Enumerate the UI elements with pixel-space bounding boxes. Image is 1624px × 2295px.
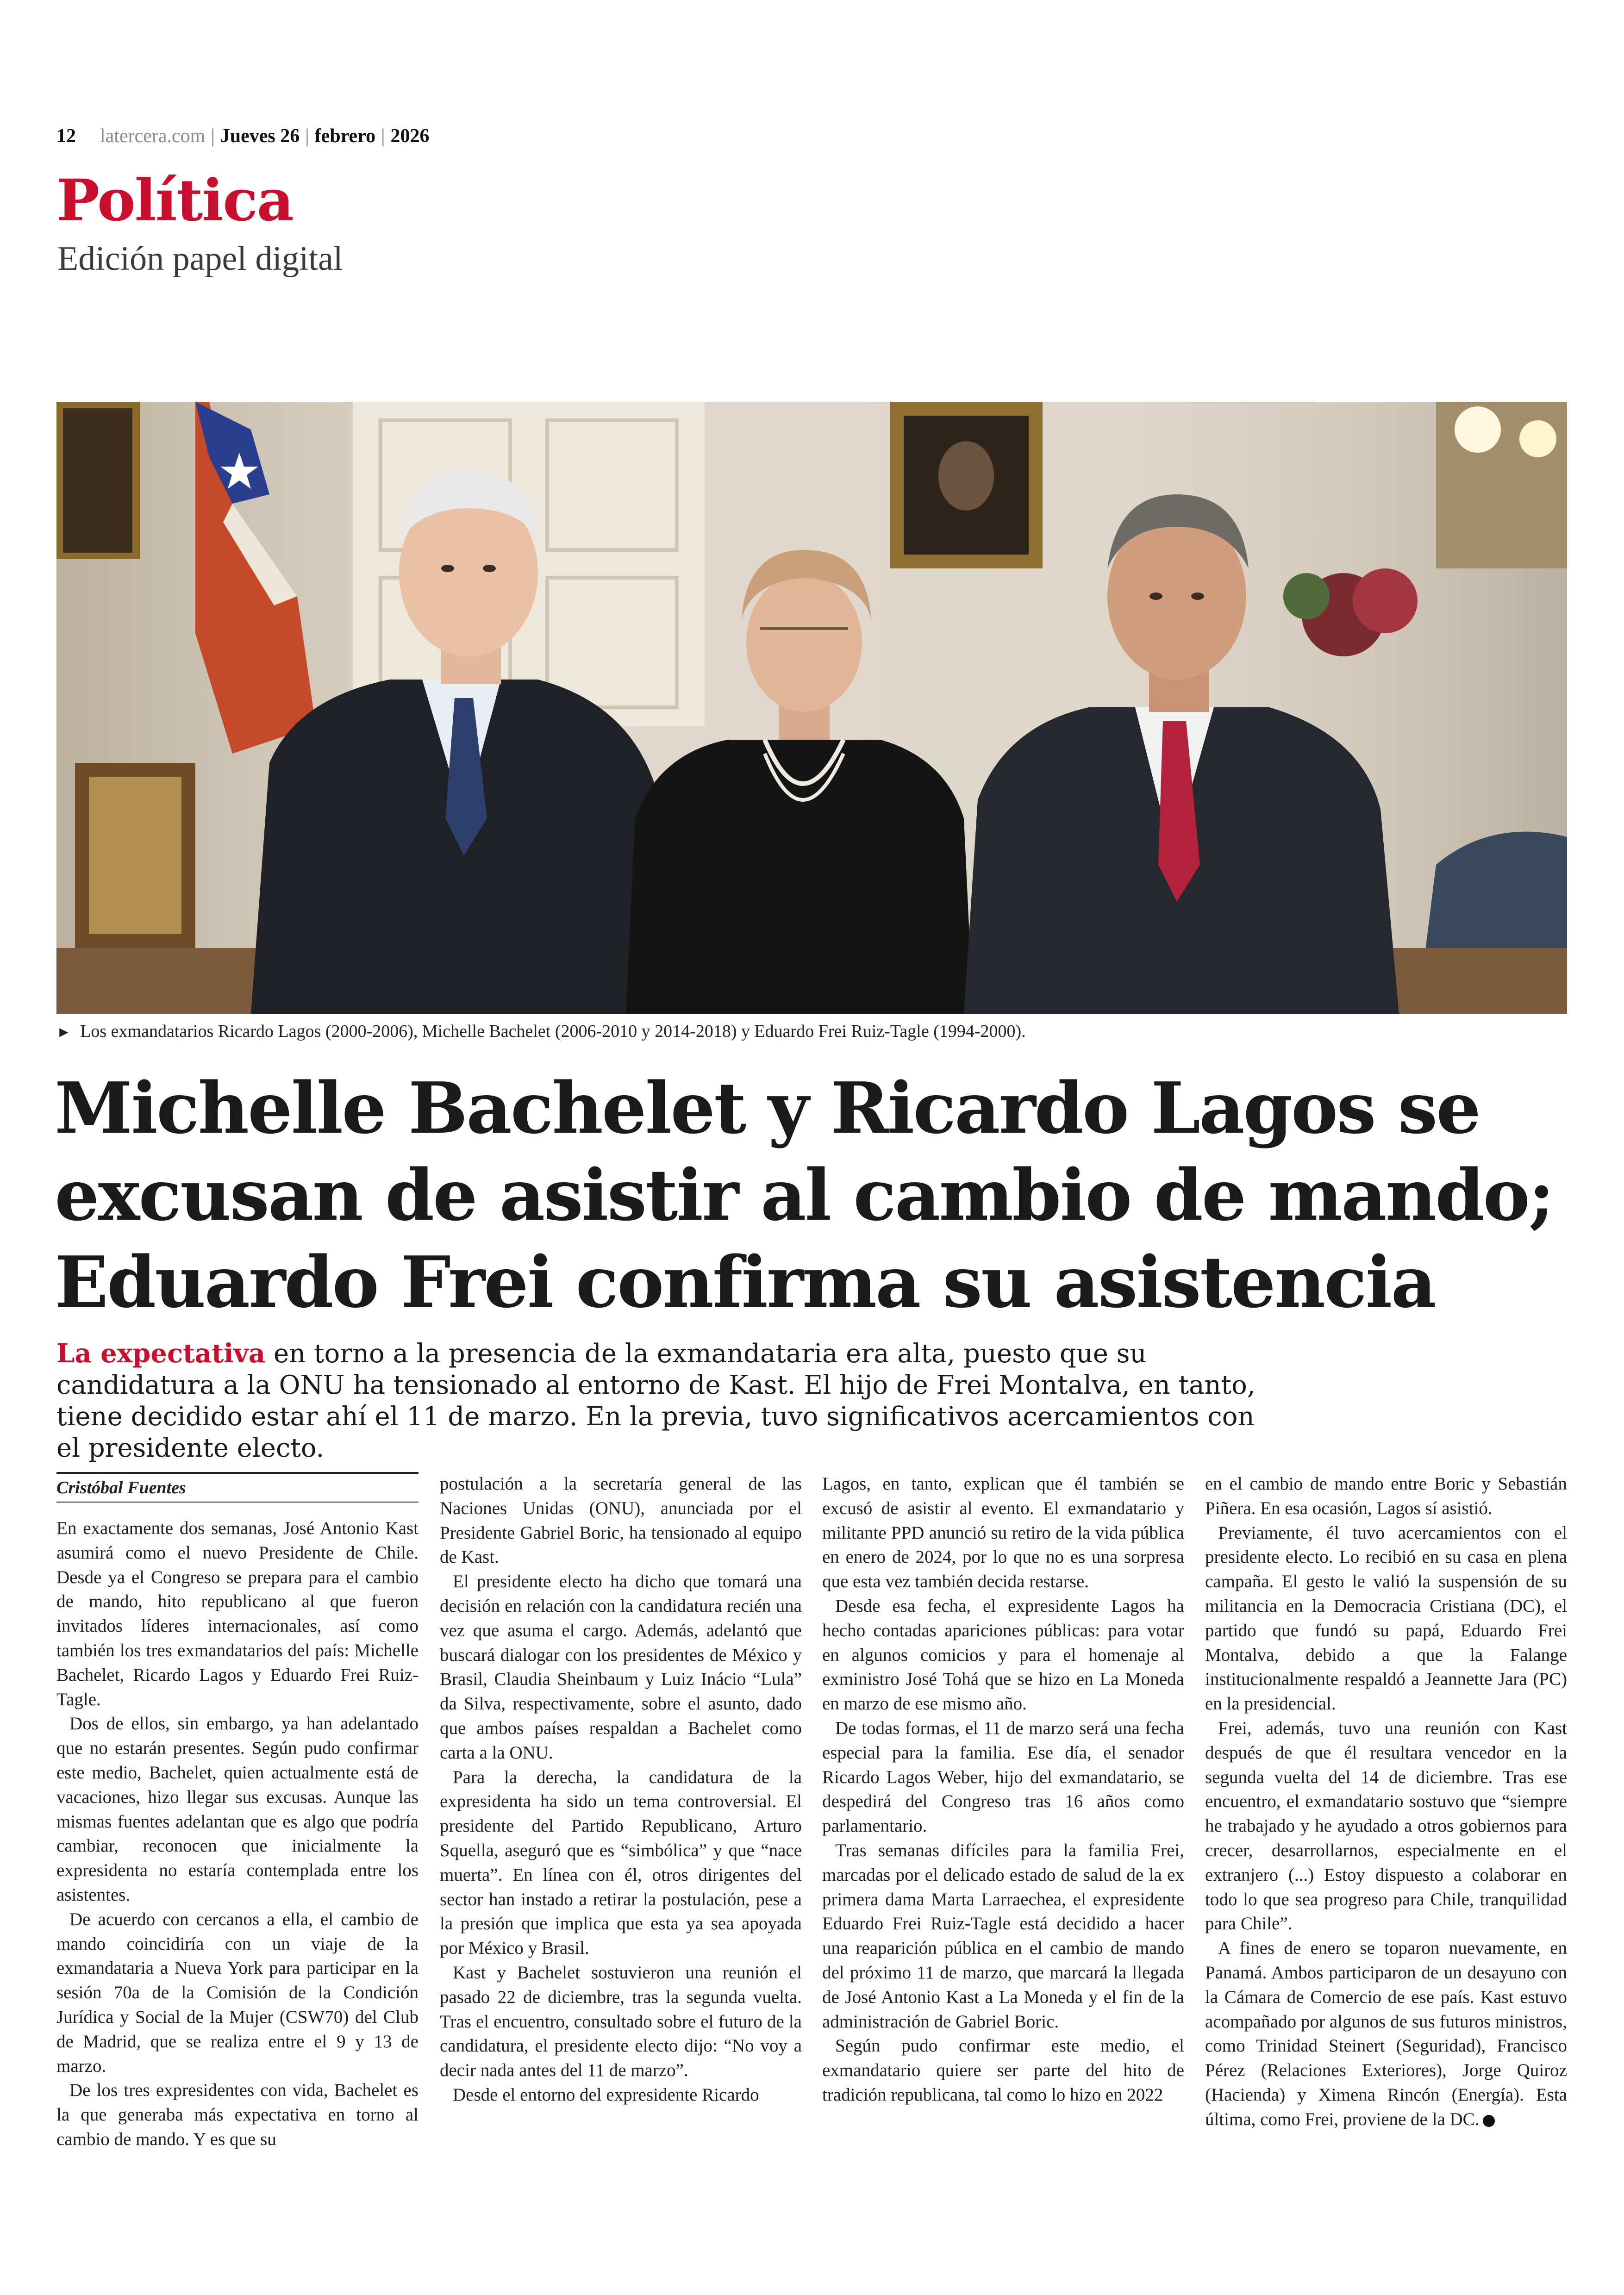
- paragraph: Desde esa fecha, el expresidente Lagos ha hecho contadas apariciones públicas: para votar en algunos comicios y para el homenaje al exministro José Tohá que se hizo en La Moneda en marzo de ese mismo año.: [822, 1596, 1184, 1714]
- article-column-1: [56, 1472, 418, 2176]
- paragraph-text: A fines de enero se toparon nuevamente, en Panamá. Ambos participaron de un desayuno con la Cámara de Comercio de ese país. Kast estuvo acompañado por algunos de sus futuros ministros, como Trinidad Steinert (Seguridad), Francisco Pérez (Relaciones Exteriores), Jorge Quiroz (Hacienda) y Ximena Rincón (Energía). Esta última, como Frei, proviene de la DC.: [1205, 1938, 1567, 2129]
- article-photo: [56, 402, 1567, 1014]
- headline: Michelle Bachelet y Ricardo Lagos se excusan de asistir al cambio de mando; Eduardo Frei confirma su asistencia: [55, 1066, 1553, 1323]
- page-header-line: [56, 124, 430, 148]
- byline: Cristóbal Fuentes: [56, 1472, 418, 1503]
- separator: |: [305, 125, 309, 147]
- page-number: 12: [56, 125, 76, 147]
- paragraph: Previamente, él tuvo acercamientos con el presidente electo. Lo recibió en su casa en plena campaña. El gesto le valió la suspensión de su militancia en la Democracia Cristiana (DC), el partido que fundó su papá, Eduardo Frei Montalva, debido a que la Falange institucionalmente respaldó a Jeannette Jara (PC) en la presidencial.: [1205, 1522, 1567, 1714]
- date-month: febrero: [314, 125, 376, 147]
- paragraph: Kast y Bachelet sostuvieron una reunión el pasado 22 de diciembre, tras la segunda vuelta. Tras el encuentro, consultado sobre el futuro de la candidatura, el presidente electo dijo: “No voy a decir nada antes del 11 de marzo”.: [440, 1962, 802, 2081]
- paragraph: Desde el entorno del expresidente Ricardo: [453, 2084, 759, 2105]
- article-column-4: [1205, 1472, 1567, 2176]
- paragraph: Tras semanas difíciles para la familia Frei, marcadas por el delicado estado de salud de la ex primera dama Marta Larraechea, el expresidente Eduardo Frei Ruiz-Tagle está decidido a hacer una reaparición pública en el cambio de mando del próximo 11 de marzo, que marcará la llegada de José Antonio Kast a La Moneda y el fin de la administración de Gabriel Boric.: [822, 1840, 1184, 2032]
- paragraph: En exactamente dos semanas, José Antonio Kast asumirá como el nuevo Presidente de Chile. Desde ya el Congreso se prepara para el cambio de mando, hito republicano al que fueron invitados líderes internacionales, así como también los tres exmandatarios del país: Michelle Bachelet, Ricardo Lagos y Eduardo Frei Ruiz-Tagle.: [56, 1518, 418, 1709]
- deck: [56, 1338, 1269, 1464]
- article-column-3: [822, 1472, 1184, 2176]
- paragraph: Dos de ellos, sin embargo, ya han adelantado que no estarán presentes. Según pudo confirmar este medio, Bachelet, quien actualmente está de vacaciones, hizo llegar sus excusas. Aunque las mismas fuentes adelantan que es algo que podría cambiar, reconocen que inicialmente la expresidenta no estaría contemplada entre los asistentes.: [56, 1714, 418, 1905]
- separator: |: [211, 125, 215, 147]
- caption-text: Los exmandatarios Ricardo Lagos (2000-2006), Michelle Bachelet (2006-2010 y 2014-2018) y Eduardo Frei Ruiz-Tagle (1994-2000).: [80, 1022, 1026, 1041]
- edition-label: Edición papel digital: [57, 240, 343, 278]
- date-day: Jueves 26: [220, 125, 300, 147]
- paragraph-last: [1205, 1936, 1567, 2132]
- photo-caption: [56, 1018, 1567, 1045]
- paragraph: Según pudo confirmar este medio, el exmandatario quiere ser parte del hito de tradición republicana, tal como lo hizo en 2022: [822, 2036, 1184, 2105]
- paragraph: Para la derecha, la candidatura de la expresidenta ha sido un tema controversial. El presidente del Partido Republicano, Arturo Squella, aseguró que es “simbólica” y que “nace muerta”. En línea con él, otros dirigentes del sector han instado a retirar la postulación, pese a la presión que implica que esta ya sea apoyada por México y Brasil.: [440, 1767, 802, 1958]
- end-of-article-icon: [1483, 2115, 1495, 2127]
- separator: |: [381, 125, 385, 147]
- paragraph: postulación a la secretaría general de las Naciones Unidas (ONU), anunciada por el Presidente Gabriel Boric, ha tensionado al equipo de Kast.: [440, 1474, 802, 1567]
- deck-kicker: La expectativa: [56, 1338, 266, 1369]
- site-name: latercera.com: [100, 125, 206, 147]
- caption-marker-icon: ►: [56, 1023, 71, 1040]
- paragraph: De los tres expresidentes con vida, Bachelet es la que generaba más expectativa en torno al cambio de mando. Y es que su: [56, 2080, 418, 2149]
- paragraph: El presidente electo ha dicho que tomará una decisión en relación con la candidatura recién una vez que asuma el cargo. Además, adelantó que buscará dialogar con los presidentes de México y Brasil, Claudia Sheinbaum y Luiz Inácio “Lula” da Silva, respectivamente, sobre el asunto, dado que ambos países respaldan a Bachelet como carta a la ONU.: [440, 1572, 802, 1763]
- deck-text: en torno a la presencia de la exmandataria era alta, puesto que su candidatura a la ONU ha tensionado al entorno de Kast. El hijo de Frei Montalva, en tanto, tiene decidido estar ahí el 11 de marzo. En la previa, tuvo significativos acercamientos con el presidente electo.: [56, 1339, 1255, 1463]
- paragraph: Frei, además, tuvo una reunión con Kast después de que él resultara vencedor en la segunda vuelta del 14 de diciembre. Tras ese encuentro, el exmandatario sostuvo que “siempre he trabajado y he ayudado a otros gobiernos para crecer, desarrollarnos, especialmente en el extranjero (...) Estoy dispuesto a colaborar en todo lo que sea progreso para Chile, tranquilidad para Chile”.: [1205, 1718, 1567, 1934]
- article-column-2: [440, 1472, 802, 2176]
- paragraph: De todas formas, el 11 de marzo será una fecha especial para la familia. Ese día, el senador Ricardo Lagos Weber, hijo del exmandatario, se despedirá del Congreso tras 16 años como parlamentario.: [822, 1718, 1184, 1836]
- date-year: 2026: [390, 125, 430, 147]
- section-title: Política: [56, 167, 294, 234]
- paragraph: Lagos, en tanto, explican que él también se excusó de asistir al evento. El exmandatario y militante PPD anunció su retiro de la vida pública en enero de 2024, por lo que no es una sorpresa que esta vez también decida restarse.: [822, 1474, 1184, 1592]
- paragraph: De acuerdo con cercanos a ella, el cambio de mando coincidiría con un viaje de la exmandataria a Nueva York para participar en la sesión 70a de la Comisión de la Condición Jurídica y Social de la Mujer (CSW70) del Club de Madrid, que se realiza entre el 9 y 13 de marzo.: [56, 1909, 418, 2076]
- paragraph: en el cambio de mando entre Boric y Sebastián Piñera. En esa ocasión, Lagos sí asistió.: [1205, 1474, 1567, 1518]
